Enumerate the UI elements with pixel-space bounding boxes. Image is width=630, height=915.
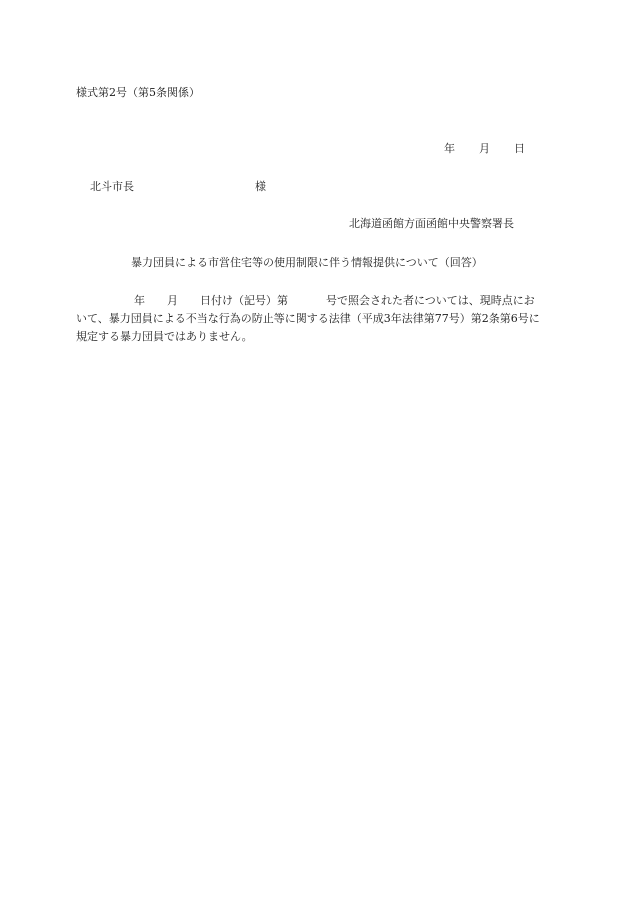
sender-name: 北海道函館方面函館中央警察署長 (349, 217, 514, 230)
body-month: 月 (167, 294, 178, 307)
addressee (90, 180, 266, 193)
date-line (444, 142, 525, 155)
date-day: 日 (514, 142, 525, 155)
document-title: 暴力団員による市営住宅等の使用制限に伴う情報提供について（回答） (131, 256, 483, 269)
body-dated: 日付け（記号）第 (200, 294, 288, 307)
body-line-3: 規定する暴力団員ではありません。 (76, 330, 253, 343)
body-year: 年 (134, 294, 145, 307)
form-number: 様式第2号（第5条関係） (76, 86, 200, 99)
date-month: 月 (479, 142, 490, 155)
date-year: 年 (444, 142, 455, 155)
addressee-honorific: 様 (255, 180, 266, 193)
body-paragraph (76, 292, 552, 346)
body-number-rest: 号で照会された者については、現時点にお (326, 294, 535, 307)
body-line-2: いて、暴力団員による不当な行為の防止等に関する法律（平成3年法律第77号）第2条第6号に (76, 312, 540, 325)
addressee-mayor: 北斗市長 (90, 180, 134, 193)
body-line-1 (76, 292, 552, 310)
